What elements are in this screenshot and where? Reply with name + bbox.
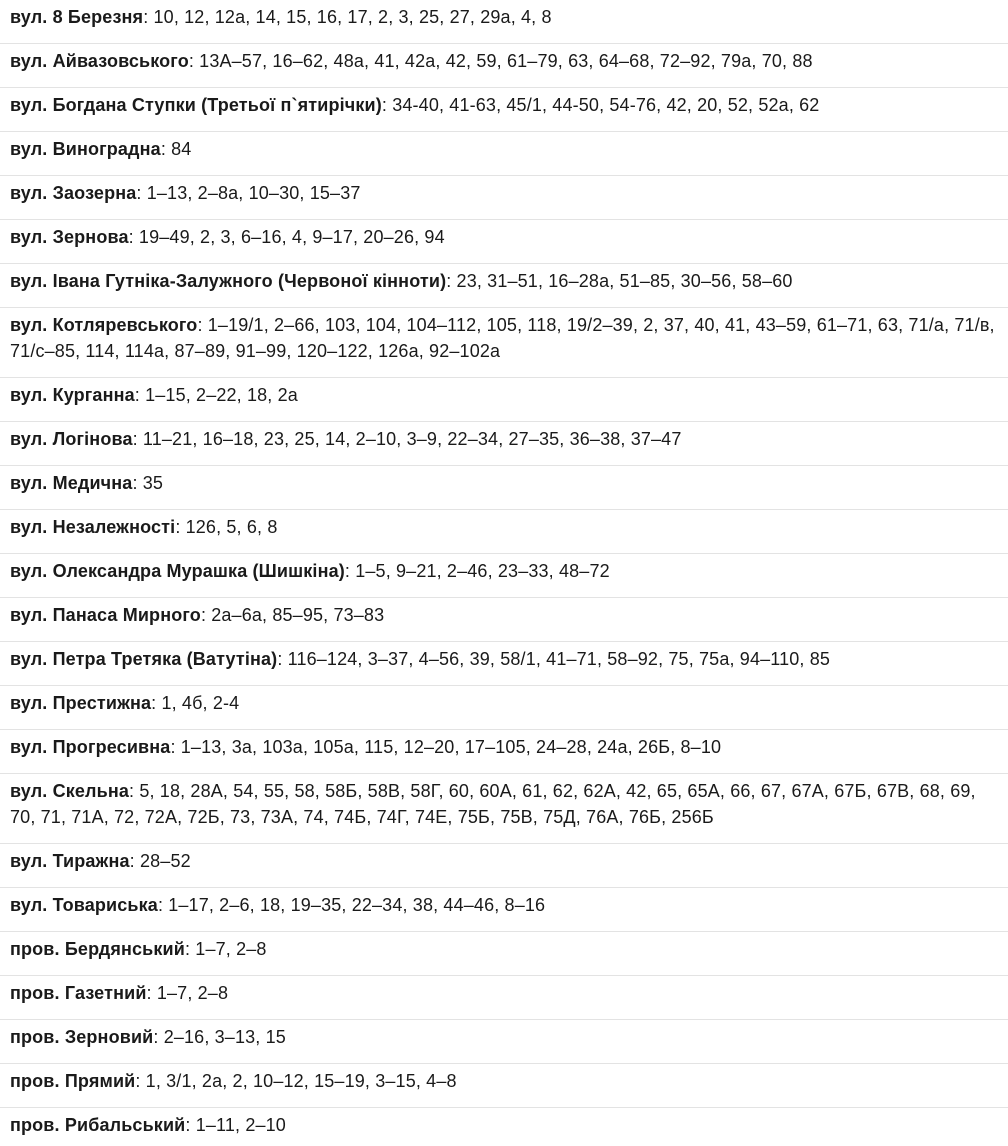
list-item: [0, 1064, 1008, 1108]
house-numbers: : 2а–6а, 85–95, 73–83: [200, 605, 385, 625]
house-numbers: : 35: [132, 473, 164, 493]
list-item: [0, 642, 1008, 686]
house-numbers: : 28–52: [129, 851, 191, 871]
list-item: [0, 422, 1008, 466]
house-numbers: : 116–124, 3–37, 4–56, 39, 58/1, 41–71, 58–92, 75, 75а, 94–110, 85: [277, 649, 831, 669]
house-numbers: : 1, 3/1, 2а, 2, 10–12, 15–19, 3–15, 4–8: [135, 1071, 457, 1091]
house-numbers: : 1–5, 9–21, 2–46, 23–33, 48–72: [344, 561, 610, 581]
list-item: [0, 598, 1008, 642]
house-numbers: : 1–17, 2–6, 18, 19–35, 22–34, 38, 44–46, 8–16: [157, 895, 546, 915]
street-name: вул. Медична: [10, 473, 133, 493]
street-name: пров. Рибальський: [10, 1115, 186, 1135]
street-name: вул. Айвазовського: [10, 51, 189, 71]
list-item: [0, 0, 1008, 44]
list-item: [0, 932, 1008, 976]
street-name: вул. Логінова: [10, 429, 133, 449]
list-item: [0, 88, 1008, 132]
street-name: вул. Олександра Мурашка (Шишкіна): [10, 561, 345, 581]
street-name: вул. Незалежності: [10, 517, 176, 537]
street-name: вул. Престижна: [10, 693, 152, 713]
house-numbers: : 1–19/1, 2–66, 103, 104, 104–112, 105, 118, 19/2–39, 2, 37, 40, 41, 43–59, 61–71, 63, 71/а, 71/в, 71/с–85, 114, 114а, 87–89, 91–99, 120–122, 126а, 92–102а: [10, 315, 995, 361]
list-item: [0, 976, 1008, 1020]
house-numbers: : 34-40, 41-63, 45/1, 44-50, 54-76, 42, 20, 52, 52а, 62: [381, 95, 820, 115]
list-item: [0, 1020, 1008, 1064]
street-name: пров. Газетний: [10, 983, 147, 1003]
street-name: вул. Виноградна: [10, 139, 161, 159]
list-item: [0, 308, 1008, 378]
house-numbers: : 1–15, 2–22, 18, 2а: [134, 385, 298, 405]
street-name: вул. Скельна: [10, 781, 130, 801]
list-item: [0, 1108, 1008, 1146]
street-name: пров. Прямий: [10, 1071, 136, 1091]
street-name: вул. 8 Березня: [10, 7, 144, 27]
house-numbers: : 1, 4б, 2-4: [151, 693, 240, 713]
list-item: [0, 44, 1008, 88]
list-item: [0, 730, 1008, 774]
house-numbers: : 84: [160, 139, 192, 159]
house-numbers: : 1–7, 2–8: [146, 983, 229, 1003]
list-item: [0, 132, 1008, 176]
list-item: [0, 176, 1008, 220]
street-name: вул. Панаса Мирного: [10, 605, 201, 625]
street-name: пров. Зерновий: [10, 1027, 154, 1047]
street-name: вул. Івана Гутніка-Залужного (Червоної кінноти): [10, 271, 447, 291]
list-item: [0, 844, 1008, 888]
street-name: вул. Петра Третяка (Ватутіна): [10, 649, 278, 669]
house-numbers: : 1–7, 2–8: [185, 939, 267, 959]
list-item: [0, 466, 1008, 510]
house-numbers: : 126, 5, 6, 8: [175, 517, 278, 537]
list-item: [0, 510, 1008, 554]
street-name: вул. Прогресивна: [10, 737, 171, 757]
list-item: [0, 378, 1008, 422]
street-name: вул. Котляревського: [10, 315, 198, 335]
house-numbers: : 5, 18, 28А, 54, 55, 58, 58Б, 58В, 58Г, 60, 60А, 61, 62, 62А, 42, 65, 65А, 66, 67, 67А, 67Б, 67В, 68, 69, 70, 71, 71А, 72, 72А, 72Б, 73, 73А, 74, 74Б, 74Г, 74Е, 75Б, 75В, 75Д, 76А, 76Б, 256Б: [10, 781, 976, 827]
house-numbers: : 2–16, 3–13, 15: [153, 1027, 286, 1047]
list-item: [0, 888, 1008, 932]
house-numbers: : 1–11, 2–10: [185, 1115, 286, 1135]
house-numbers: : 1–13, 3а, 103а, 105а, 115, 12–20, 17–105, 24–28, 24а, 26Б, 8–10: [170, 737, 722, 757]
list-item: [0, 686, 1008, 730]
house-numbers: : 10, 12, 12а, 14, 15, 16, 17, 2, 3, 25, 27, 29а, 4, 8: [143, 7, 552, 27]
house-numbers: : 11–21, 16–18, 23, 25, 14, 2–10, 3–9, 22–34, 27–35, 36–38, 37–47: [132, 429, 682, 449]
street-name: вул. Курганна: [10, 385, 135, 405]
house-numbers: : 19–49, 2, 3, 6–16, 4, 9–17, 20–26, 94: [128, 227, 445, 247]
house-numbers: : 13А–57, 16–62, 48а, 41, 42а, 42, 59, 61–79, 63, 64–68, 72–92, 79а, 70, 88: [188, 51, 813, 71]
list-item: [0, 220, 1008, 264]
street-name: вул. Тиражна: [10, 851, 130, 871]
street-name: вул. Зернова: [10, 227, 129, 247]
list-item: [0, 774, 1008, 844]
list-item: [0, 264, 1008, 308]
street-name: вул. Товариська: [10, 895, 158, 915]
house-numbers: : 1–13, 2–8а, 10–30, 15–37: [136, 183, 361, 203]
street-name: пров. Бердянський: [10, 939, 185, 959]
house-numbers: : 23, 31–51, 16–28а, 51–85, 30–56, 58–60: [446, 271, 793, 291]
list-item: [0, 554, 1008, 598]
street-name: вул. Заозерна: [10, 183, 137, 203]
street-name: вул. Богдана Ступки (Третьої п`ятирічки): [10, 95, 382, 115]
